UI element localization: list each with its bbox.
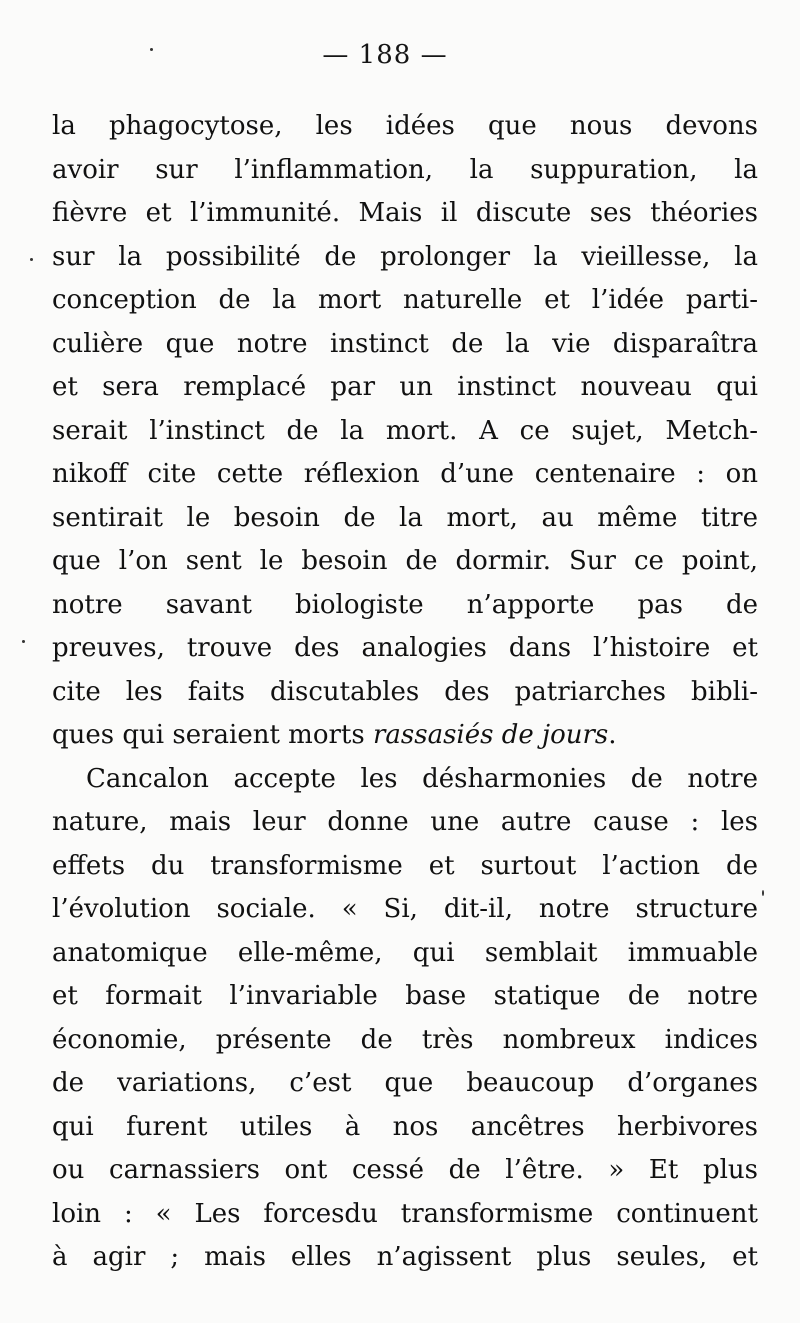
text-line: que l’on sent le besoin de dormir. Sur ce point, [52, 546, 758, 576]
print-speck [762, 890, 764, 896]
text-line: Cancalon accepte les désharmonies de notre [86, 763, 758, 794]
text-line: anatomique elle-même, qui semblait immuable [52, 937, 758, 968]
text-run: ques qui seraient morts [52, 720, 373, 750]
text-line: avoir sur l’inflammation, la suppuration, la [52, 154, 758, 185]
paragraph-1 [52, 105, 758, 758]
text-line: la phagocytose, les idées que nous devons [52, 111, 758, 141]
text-line: sur la possibilité de prolonger la vieillesse, la [52, 241, 758, 272]
print-speck [30, 258, 33, 261]
text-line: effets du transformisme et surtout l’action de [52, 850, 758, 881]
text-line: cite les faits discutables des patriarches bibli- [52, 676, 758, 707]
print-speck [22, 640, 25, 643]
text-line: et formait l’invariable base statique de notre [52, 981, 758, 1011]
text-line: preuves, trouve des analogies dans l’histoire et [52, 633, 758, 663]
text-line: et sera remplacé par un instinct nouveau qui [52, 372, 758, 402]
text-line: fièvre et l’immunité. Mais il discute ses théories [52, 198, 758, 228]
text-line: de variations, c’est que beaucoup d’organes [52, 1068, 758, 1098]
text-line: serait l’instinct de la mort. A ce sujet, Metch- [52, 415, 758, 446]
page-number: — 188 — [322, 40, 448, 70]
print-speck [150, 48, 153, 51]
text-run: . [608, 720, 617, 750]
text-line: culière que notre instinct de la vie disparaîtra [52, 328, 758, 359]
text-line: à agir ; mais elles n’agissent plus seules, et [52, 1242, 758, 1272]
body-text [52, 105, 758, 1280]
italic-phrase: rassasiés de jours [372, 720, 609, 750]
text-line: conception de la mort naturelle et l’idée parti- [52, 285, 758, 315]
text-line: loin : « Les forcesdu transformisme continuent [52, 1198, 758, 1229]
text-line: économie, présente de très nombreux indices [52, 1024, 758, 1055]
text-line: nature, mais leur donne une autre cause : les [52, 807, 758, 837]
text-line: notre savant biologiste n’apporte pas de [52, 589, 758, 620]
text-line: qui furent utiles à nos ancêtres herbivores [52, 1111, 758, 1142]
text-line: sentirait le besoin de la mort, au même titre [52, 502, 758, 533]
text-line: l’évolution sociale. « Si, dit-il, notre structure [52, 894, 758, 924]
text-line: ou carnassiers ont cessé de l’être. » Et plus [52, 1155, 758, 1185]
text-line-last [52, 714, 758, 758]
text-line: nikoff cite cette réflexion d’une centenaire : on [52, 459, 758, 489]
paragraph-2 [52, 758, 758, 1280]
